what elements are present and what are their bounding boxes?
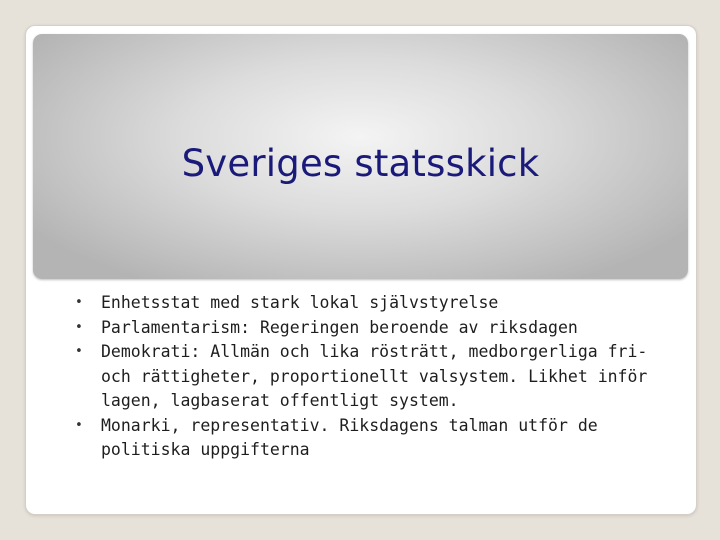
bullet-icon: •: [75, 319, 83, 335]
bullet-icon: •: [75, 417, 83, 433]
bullet-list: [71, 291, 661, 463]
bullet-item: [71, 291, 661, 316]
bullet-item: [71, 340, 661, 414]
bullet-item: [71, 316, 661, 341]
bullet-icon: •: [75, 344, 83, 359]
slide-title: Sveriges statsskick: [181, 142, 540, 185]
bullet-text: Monarki, representativ. Riksdagens talman utför de politiska uppgifterna: [101, 415, 598, 459]
bullet-text: Parlamentarism: Regeringen beroende av riksdagen: [101, 317, 578, 337]
title-panel: [33, 34, 688, 279]
slide: [25, 25, 697, 515]
bullet-text: Enhetsstat med stark lokal självstyrelse: [101, 293, 499, 312]
bullet-text: Demokrati: Allmän och lika rösträtt, medborgerliga fri- och rättigheter, proportionellt valsystem. Likhet inför lagen, lagbaserat offentligt system.: [101, 342, 648, 410]
bullet-item: [71, 414, 661, 463]
bullet-icon: •: [75, 295, 83, 310]
